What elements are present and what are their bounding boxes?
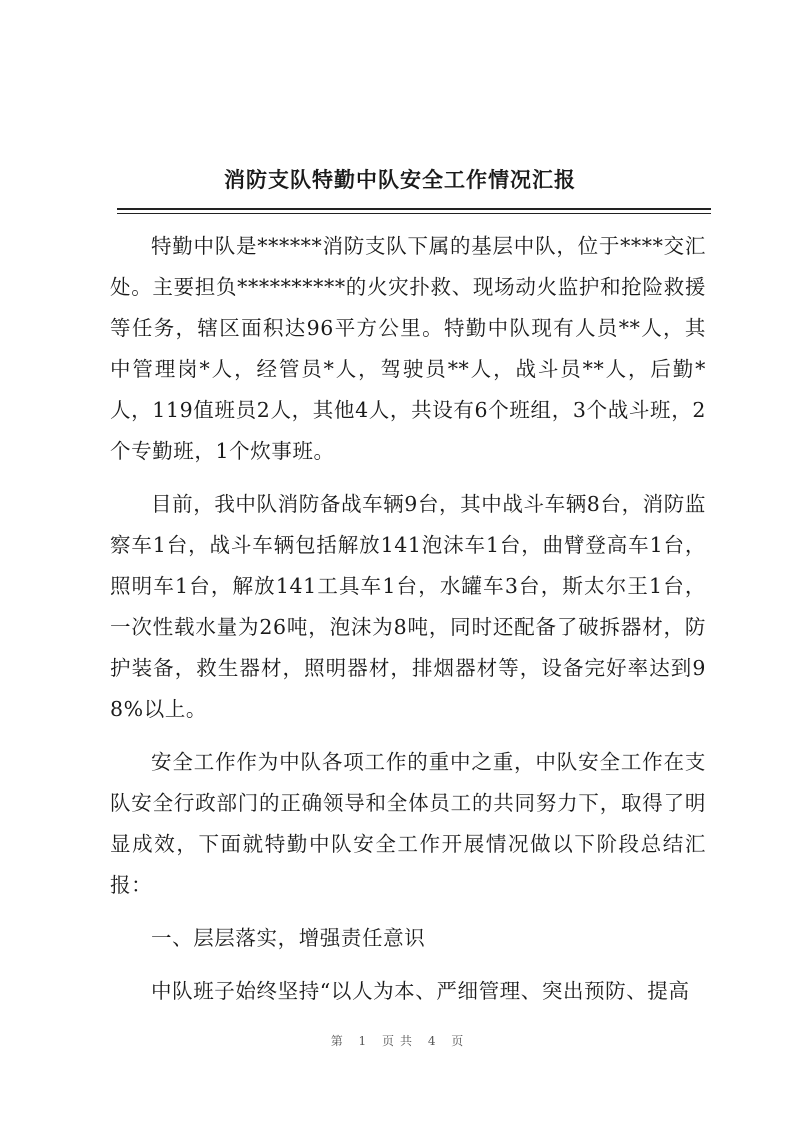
paragraph-safety-intro: 安全工作作为中队各项工作的重中之重，中队安全工作在支队安全行政部门的正确领导和全体员工的共同努力下，取得了明显成效，下面就特勤中队安全工作开展情况做以下阶段总结汇报： [110,750,706,897]
document-body [110,226,706,1024]
section-heading-1: 一、层层落实，增强责任意识 [151,926,426,950]
paragraph-section-1: 中队班子始终坚持“以人为本、严细管理、突出预防、提高 [151,979,690,1003]
paragraph-vehicles: 目前，我中队消防备战车辆9台，其中战斗车辆8台，消防监察车1台，战斗车辆包括解放141泡沫车1台，曲臂登高车1台，照明车1台，解放141工具车1台，水罐车3台，斯太尔王1台，一次性载水量为26吨，泡沫为8吨，同时还配备了破拆器材，防护装备，救生器材，照明器材，排烟器材等，设备完好率达到98%以上。 [110,492,706,721]
document-title: 消防支队特勤中队安全工作情况汇报 [224,167,576,192]
paragraph-unit-overview: 特勤中队是******消防支队下属的基层中队，位于****交汇处。主要担负**********的火灾扑救、现场动火监护和抢险救援等任务，辖区面积达96平方公里。特勤中队现有人员**人，其中管理岗*人，经管员*人，驾驶员**人，战斗员**人，后勤*人，119值班员2人，其他4人，共设有6个班组，3个战斗班，2个专勤班，1个炊事班。 [110,234,706,463]
title-underline-thin [117,213,711,214]
page-footer: 第 1 页共 4 页 [330,1034,470,1048]
title-underline-thick [117,208,711,210]
